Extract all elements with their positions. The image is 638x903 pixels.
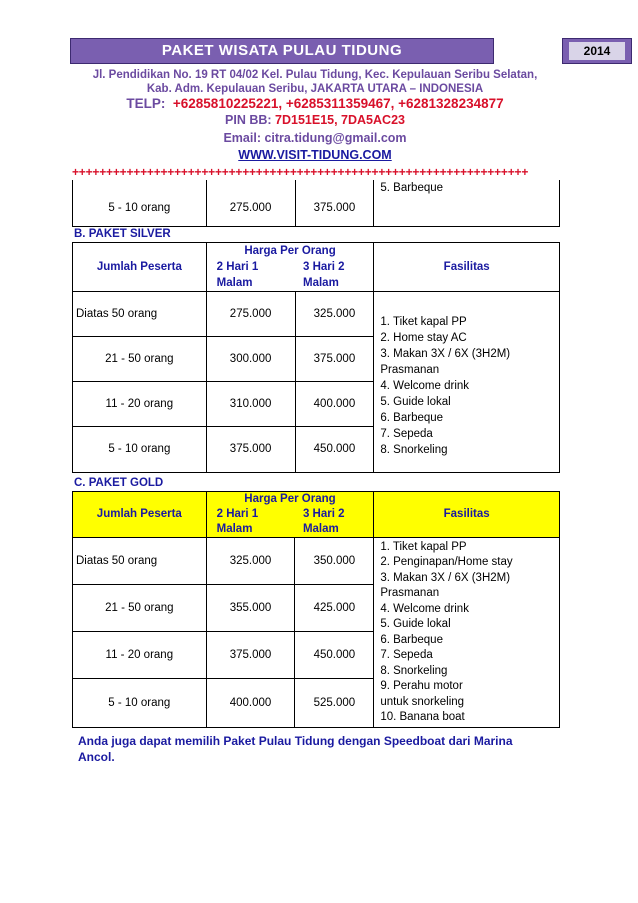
price-2hari-cell: 400.000: [206, 678, 295, 727]
facility-item: 7. Sepeda: [380, 427, 433, 440]
continued-table: [72, 180, 560, 227]
peserta-cell: 5 - 10 orang: [73, 426, 207, 472]
price-3hari-cell: 425.000: [295, 584, 374, 631]
price-2hari-cell: 355.000: [206, 584, 295, 631]
price-3hari-cell: 375.000: [295, 336, 374, 381]
col-fasilitas: Fasilitas: [374, 243, 560, 292]
col-harga: Harga Per Orang: [206, 243, 374, 259]
page-title: PAKET WISATA PULAU TIDUNG: [70, 38, 494, 64]
facility-item: 9. Perahu motor: [380, 680, 463, 692]
silver-heading: B. PAKET SILVER: [74, 228, 171, 240]
facility-item: 8. Snorkeling: [380, 664, 448, 677]
price-2hari-cell: 375.000: [206, 426, 295, 472]
telephone: [70, 96, 560, 111]
price-3hari-cell: 450.000: [295, 426, 374, 472]
silver-table: [72, 242, 560, 473]
facility-item: 3. Makan 3X / 6X (3H2M): [380, 571, 511, 584]
price-2hari-cell: 275.000: [206, 291, 295, 336]
email[interactable]: Email: citra.tidung@gmail.com: [223, 131, 407, 145]
header: [70, 38, 611, 64]
facility-item: 6. Barbeque: [380, 411, 444, 424]
peserta-cell: 5 - 10 orang: [73, 180, 207, 226]
price-2hari-cell: 275.000: [206, 180, 295, 226]
facility-item: Prasmanan: [380, 363, 440, 376]
facility-item: 5. Guide lokal: [380, 618, 451, 630]
address-line-1: Jl. Pendidikan No. 19 RT 04/02 Kel. Pulau Tidung, Kec. Kepulauan Seribu Selatan,: [92, 69, 538, 81]
pin-values: 7D151E15, 7DA5AC23: [275, 113, 405, 127]
separator: +++++++++++++++++++++++++++++++++++++++++++++++++++++++++++++++++++: [72, 165, 529, 179]
col-peserta: Jumlah Peserta: [73, 243, 207, 292]
col-3hari: 3 Hari 2 Malam: [295, 507, 374, 538]
price-2hari-cell: 310.000: [206, 381, 295, 426]
table-row: [73, 291, 560, 336]
facility-item: 3. Makan 3X / 6X (3H2M): [380, 347, 511, 360]
facility-item: 2. Penginapan/Home stay: [380, 556, 513, 568]
table-row: [73, 180, 560, 226]
website-link[interactable]: WWW.VISIT-TIDUNG.COM: [238, 148, 392, 162]
table-row: [73, 537, 560, 584]
facility-item: 2. Home stay AC: [380, 331, 467, 344]
col-peserta: Jumlah Peserta: [73, 492, 207, 538]
price-3hari-cell: 400.000: [295, 381, 374, 426]
col-3hari: 3 Hari 2 Malam: [295, 259, 374, 292]
facility-item: 10. Banana boat: [380, 711, 465, 723]
peserta-cell: 11 - 20 orang: [73, 381, 207, 426]
year-badge: [562, 38, 632, 64]
col-harga: Harga Per Orang: [206, 492, 374, 507]
peserta-cell: 5 - 10 orang: [73, 678, 207, 727]
speedboat-note: Anda juga dapat memilih Paket Pulau Tidung dengan Speedboat dari Marina Ancol.: [78, 734, 513, 764]
facility-item: 5. Barbeque: [380, 182, 444, 194]
peserta-cell: 21 - 50 orang: [73, 336, 207, 381]
telp-numbers: +6285810225221, +6285311359467, +6281328234877: [172, 96, 504, 111]
peserta-cell: 21 - 50 orang: [73, 584, 207, 631]
price-3hari-cell: 350.000: [295, 537, 374, 584]
telp-label: TELP:: [126, 96, 166, 111]
facility-item: 7. Sepeda: [380, 649, 433, 661]
facility-item: 8. Snorkeling: [380, 443, 448, 456]
facility-list: [374, 537, 560, 727]
peserta-cell: 11 - 20 orang: [73, 631, 207, 678]
col-2hari: 2 Hari 1 Malam: [206, 507, 295, 538]
pin-bb: [70, 113, 560, 127]
facility-item: 1. Tiket kapal PP: [380, 540, 467, 553]
facility-item: 4. Welcome drink: [380, 602, 469, 615]
gold-table: [72, 491, 560, 728]
price-3hari-cell: 525.000: [295, 678, 374, 727]
price-3hari-cell: 325.000: [295, 291, 374, 336]
price-2hari-cell: 325.000: [206, 537, 295, 584]
facility-item: 1. Tiket kapal PP: [380, 315, 467, 328]
gold-heading: C. PAKET GOLD: [74, 477, 164, 489]
address-line-2: Kab. Adm. Kepulauan Seribu, JAKARTA UTARA – INDONESIA: [146, 83, 484, 95]
facility-item: Prasmanan: [380, 587, 440, 599]
price-2hari-cell: 300.000: [206, 336, 295, 381]
address: [70, 68, 560, 96]
col-2hari: 2 Hari 1 Malam: [216, 260, 259, 289]
facility-item: untuk snorkeling: [380, 695, 465, 708]
facility-list: [374, 291, 560, 472]
col-fasilitas: Fasilitas: [374, 492, 560, 538]
price-2hari-cell: 375.000: [206, 631, 295, 678]
facility-cell: [374, 180, 560, 226]
price-3hari-cell: 375.000: [295, 180, 374, 226]
facility-item: 5. Guide lokal: [380, 395, 451, 408]
peserta-cell: Diatas 50 orang: [73, 291, 207, 336]
pin-label: PIN BB:: [225, 113, 272, 127]
peserta-cell: Diatas 50 orang: [73, 537, 207, 584]
facility-item: 4. Welcome drink: [380, 379, 470, 392]
price-3hari-cell: 450.000: [295, 631, 374, 678]
facility-item: 6. Barbeque: [380, 633, 443, 646]
year-label: 2014: [569, 42, 625, 60]
